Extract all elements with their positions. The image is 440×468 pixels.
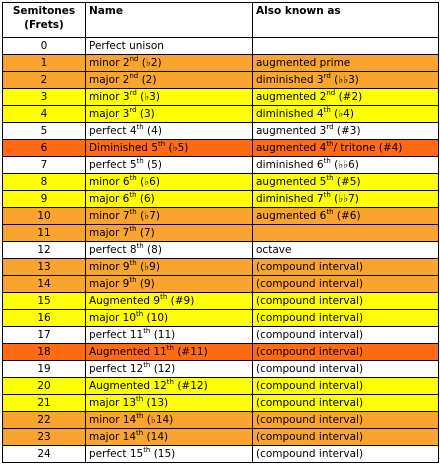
also-known-as-cell: [253, 174, 439, 191]
cell-text: diminished 3: [256, 74, 324, 86]
interval-name-cell: [86, 310, 253, 327]
table-row: [3, 140, 439, 157]
cell-text: (8): [143, 244, 162, 256]
cell-text: perfect 4: [89, 125, 137, 137]
table-row: [3, 327, 439, 344]
also-known-as-cell: [253, 310, 439, 327]
ordinal-suffix: th: [136, 122, 144, 131]
also-known-as-cell: [253, 225, 439, 242]
ordinal-suffix: th: [158, 139, 166, 148]
cell-text: (♭5): [165, 142, 189, 154]
ordinal-suffix: th: [136, 411, 144, 420]
cell-text: (♭3): [136, 91, 160, 103]
ordinal-suffix: rd: [323, 71, 331, 80]
ordinal-suffix: th: [160, 292, 168, 301]
cell-text: (compound interval): [256, 278, 364, 290]
cell-text: octave: [256, 244, 292, 256]
cell-text: / tritone (#4): [333, 142, 403, 154]
cell-text: (5): [143, 159, 162, 171]
ordinal-suffix: rd: [326, 122, 334, 131]
cell-text: (compound interval): [256, 312, 364, 324]
semitones-cell: 14: [3, 276, 86, 293]
ordinal-suffix: th: [143, 326, 151, 335]
cell-text: (13): [143, 397, 169, 409]
interval-name-cell: [86, 89, 253, 106]
interval-name-cell: [86, 191, 253, 208]
ordinal-suffix: th: [323, 105, 331, 114]
cell-text: perfect 11: [89, 329, 144, 341]
cell-text: (compound interval): [256, 380, 364, 392]
ordinal-suffix: th: [166, 343, 174, 352]
also-known-as-cell: [253, 89, 439, 106]
semitones-cell: 2: [3, 72, 86, 89]
interval-name-cell: [86, 140, 253, 157]
ordinal-suffix: th: [129, 207, 137, 216]
cell-text: minor 9: [89, 261, 130, 273]
cell-text: perfect 8: [89, 244, 137, 256]
cell-text: (♭4): [330, 108, 354, 120]
cell-text: (♭2): [138, 57, 162, 69]
interval-name-cell: [86, 293, 253, 310]
cell-text: (9): [136, 278, 155, 290]
also-known-as-cell: [253, 242, 439, 259]
cell-text: perfect 15: [89, 448, 144, 460]
cell-text: (12): [150, 363, 176, 375]
also-known-as-cell: [253, 395, 439, 412]
also-known-as-cell: [253, 293, 439, 310]
cell-text: (♭6): [136, 176, 160, 188]
semitones-cell: 3: [3, 89, 86, 106]
cell-text: augmented 3: [256, 125, 327, 137]
table-row: [3, 259, 439, 276]
also-known-as-cell: [253, 361, 439, 378]
table-body: [3, 38, 439, 463]
interval-name-cell: [86, 157, 253, 174]
ordinal-suffix: th: [166, 377, 174, 386]
ordinal-suffix: th: [136, 156, 144, 165]
cell-text: (♭♭6): [330, 159, 359, 171]
ordinal-suffix: th: [136, 428, 144, 437]
cell-text: Augmented 11: [89, 346, 167, 358]
table-row: [3, 89, 439, 106]
also-known-as-cell: [253, 259, 439, 276]
table-row: [3, 242, 439, 259]
cell-text: (2): [138, 74, 157, 86]
semitones-cell: 7: [3, 157, 86, 174]
cell-text: diminished 4: [256, 108, 324, 120]
cell-text: (6): [136, 193, 155, 205]
cell-text: major 14: [89, 431, 137, 443]
cell-text: (compound interval): [256, 397, 364, 409]
semitones-cell: 0: [3, 38, 86, 55]
semitones-cell: 15: [3, 293, 86, 310]
cell-text: minor 6: [89, 176, 130, 188]
also-known-as-cell: [253, 123, 439, 140]
also-known-as-cell: [253, 378, 439, 395]
ordinal-suffix: th: [143, 360, 151, 369]
semitones-cell: 4: [3, 106, 86, 123]
cell-text: (11): [150, 329, 176, 341]
table-row: [3, 106, 439, 123]
also-known-as-cell: [253, 191, 439, 208]
cell-text: (#9): [167, 295, 195, 307]
interval-name-cell: [86, 429, 253, 446]
interval-name-cell: [86, 259, 253, 276]
ordinal-suffix: nd: [129, 54, 139, 63]
interval-name-cell: [86, 327, 253, 344]
cell-text: (compound interval): [256, 448, 364, 460]
semitones-cell: 10: [3, 208, 86, 225]
table-row: [3, 446, 439, 463]
ordinal-suffix: th: [326, 139, 334, 148]
header-frets-label: (Frets): [24, 19, 64, 31]
interval-name-cell: [86, 378, 253, 395]
cell-text: augmented 2: [256, 91, 327, 103]
also-known-as-cell: [253, 412, 439, 429]
cell-text: (♭♭7): [330, 193, 359, 205]
interval-name-cell: [86, 208, 253, 225]
semitones-cell: 24: [3, 446, 86, 463]
header-aka: Also known as: [253, 3, 439, 38]
cell-text: (#3): [333, 125, 361, 137]
also-known-as-cell: [253, 106, 439, 123]
table-row: [3, 395, 439, 412]
cell-text: minor 7: [89, 210, 130, 222]
cell-text: major 13: [89, 397, 137, 409]
table-row: [3, 225, 439, 242]
cell-text: (#11): [173, 346, 208, 358]
also-known-as-cell: [253, 140, 439, 157]
also-known-as-cell: [253, 429, 439, 446]
interval-name-cell: [86, 242, 253, 259]
cell-text: diminished 6: [256, 159, 324, 171]
table-row: [3, 157, 439, 174]
ordinal-suffix: nd: [129, 71, 139, 80]
cell-text: perfect 12: [89, 363, 144, 375]
also-known-as-cell: [253, 276, 439, 293]
cell-text: major 3: [89, 108, 130, 120]
ordinal-suffix: rd: [129, 105, 137, 114]
interval-name-cell: [86, 344, 253, 361]
cell-text: major 10: [89, 312, 137, 324]
table-row: [3, 191, 439, 208]
table-row: [3, 38, 439, 55]
cell-text: minor 2: [89, 57, 130, 69]
cell-text: (14): [143, 431, 169, 443]
cell-text: (compound interval): [256, 346, 364, 358]
cell-text: (compound interval): [256, 329, 364, 341]
table-row: [3, 310, 439, 327]
cell-text: major 7: [89, 227, 130, 239]
ordinal-suffix: th: [129, 258, 137, 267]
cell-text: major 2: [89, 74, 130, 86]
semitones-cell: 22: [3, 412, 86, 429]
table-row: [3, 123, 439, 140]
semitones-cell: 8: [3, 174, 86, 191]
cell-text: (♭♭3): [330, 74, 359, 86]
also-known-as-cell: [253, 38, 439, 55]
cell-text: Perfect unison: [89, 40, 164, 52]
interval-name-cell: [86, 106, 253, 123]
interval-table-container: [2, 2, 439, 463]
interval-name-cell: [86, 412, 253, 429]
cell-text: (compound interval): [256, 295, 364, 307]
cell-text: (compound interval): [256, 363, 364, 375]
cell-text: (#2): [335, 91, 363, 103]
semitones-cell: 13: [3, 259, 86, 276]
cell-text: (15): [150, 448, 176, 460]
interval-name-cell: [86, 123, 253, 140]
cell-text: major 6: [89, 193, 130, 205]
ordinal-suffix: th: [129, 190, 137, 199]
table-row: [3, 55, 439, 72]
semitones-cell: 11: [3, 225, 86, 242]
header-name: Name: [86, 3, 253, 38]
semitones-cell: 12: [3, 242, 86, 259]
cell-text: (♭14): [143, 414, 174, 426]
cell-text: (7): [136, 227, 155, 239]
cell-text: augmented 5: [256, 176, 327, 188]
ordinal-suffix: nd: [326, 88, 336, 97]
cell-text: augmented prime: [256, 57, 351, 69]
ordinal-suffix: th: [323, 156, 331, 165]
cell-text: Augmented 9: [89, 295, 161, 307]
cell-text: (10): [143, 312, 169, 324]
interval-name-cell: [86, 395, 253, 412]
ordinal-suffix: th: [129, 224, 137, 233]
semitones-cell: 1: [3, 55, 86, 72]
table-row: [3, 429, 439, 446]
table-header-row: [3, 3, 439, 38]
also-known-as-cell: [253, 327, 439, 344]
interval-table: [2, 2, 439, 463]
interval-name-cell: [86, 361, 253, 378]
semitones-cell: 17: [3, 327, 86, 344]
ordinal-suffix: th: [129, 173, 137, 182]
also-known-as-cell: [253, 208, 439, 225]
ordinal-suffix: th: [143, 445, 151, 454]
interval-name-cell: [86, 55, 253, 72]
cell-text: major 9: [89, 278, 130, 290]
cell-text: (compound interval): [256, 414, 364, 426]
table-row: [3, 361, 439, 378]
table-row: [3, 344, 439, 361]
table-row: [3, 276, 439, 293]
header-semitones: [3, 3, 86, 38]
cell-text: (4): [143, 125, 162, 137]
table-row: [3, 208, 439, 225]
cell-text: augmented 4: [256, 142, 327, 154]
cell-text: Diminished 5: [89, 142, 158, 154]
cell-text: minor 14: [89, 414, 137, 426]
table-row: [3, 378, 439, 395]
cell-text: (compound interval): [256, 431, 364, 443]
semitones-cell: 20: [3, 378, 86, 395]
interval-name-cell: [86, 225, 253, 242]
header-semitones-label: Semitones: [12, 5, 76, 17]
interval-name-cell: [86, 174, 253, 191]
ordinal-suffix: th: [326, 207, 334, 216]
ordinal-suffix: th: [136, 241, 144, 250]
semitones-cell: 21: [3, 395, 86, 412]
ordinal-suffix: th: [136, 394, 144, 403]
cell-text: (#5): [333, 176, 361, 188]
also-known-as-cell: [253, 157, 439, 174]
also-known-as-cell: [253, 446, 439, 463]
ordinal-suffix: th: [136, 309, 144, 318]
table-row: [3, 72, 439, 89]
interval-name-cell: [86, 446, 253, 463]
table-row: [3, 293, 439, 310]
table-row: [3, 412, 439, 429]
ordinal-suffix: th: [129, 275, 137, 284]
semitones-cell: 5: [3, 123, 86, 140]
interval-name-cell: [86, 72, 253, 89]
cell-text: (compound interval): [256, 261, 364, 273]
ordinal-suffix: th: [326, 173, 334, 182]
cell-text: (♭7): [136, 210, 160, 222]
semitones-cell: 23: [3, 429, 86, 446]
ordinal-suffix: rd: [129, 88, 137, 97]
semitones-cell: 9: [3, 191, 86, 208]
interval-name-cell: [86, 38, 253, 55]
ordinal-suffix: th: [323, 190, 331, 199]
cell-text: Augmented 12: [89, 380, 167, 392]
cell-text: perfect 5: [89, 159, 137, 171]
semitones-cell: 18: [3, 344, 86, 361]
table-row: [3, 174, 439, 191]
interval-name-cell: [86, 276, 253, 293]
also-known-as-cell: [253, 72, 439, 89]
cell-text: minor 3: [89, 91, 130, 103]
cell-text: augmented 6: [256, 210, 327, 222]
cell-text: (#6): [333, 210, 361, 222]
cell-text: (♭9): [136, 261, 160, 273]
cell-text: (#12): [173, 380, 208, 392]
cell-text: diminished 7: [256, 193, 324, 205]
semitones-cell: 16: [3, 310, 86, 327]
semitones-cell: 6: [3, 140, 86, 157]
cell-text: (3): [136, 108, 155, 120]
semitones-cell: 19: [3, 361, 86, 378]
also-known-as-cell: [253, 344, 439, 361]
also-known-as-cell: [253, 55, 439, 72]
